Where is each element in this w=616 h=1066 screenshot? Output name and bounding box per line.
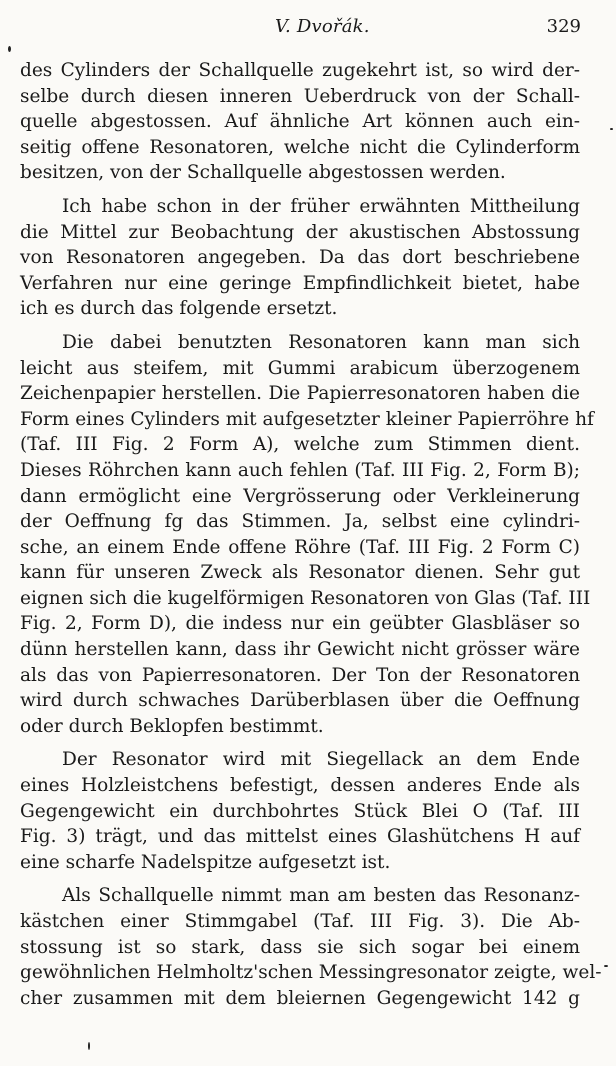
text-line: gewöhnlichen Helmholtz'schen Messingresonator zeigte, wel- [20, 962, 602, 984]
paragraph-2 [20, 194, 580, 322]
text-line: kann für unseren Zweck als Resonator dienen. Sehr gut [20, 562, 580, 584]
text-line: kästchen einer Stimmgabel (Taf. III Fig. 3). Die Ab- [20, 911, 580, 932]
text-line: von Resonatoren angegeben. Da das dort beschriebene [20, 247, 580, 269]
scan-speck [88, 1042, 90, 1050]
text-line: sche, an einem Ende offene Röhre (Taf. III Fig. 2 Form C) [20, 536, 580, 558]
text-line: Form eines Cylinders mit aufgesetzter kleiner Papierröhre hf [20, 408, 594, 430]
text-line: cher zusammen mit dem bleiernen Gegengewicht 142 g [20, 987, 580, 1009]
text-line: selbe durch diesen inneren Ueberdruck von der Schall- [20, 85, 580, 107]
text-line: eine scharfe Nadelspitze aufgesetzt ist. [20, 851, 391, 873]
text-line: Als Schallquelle nimmt man am besten das Resonanz- [62, 885, 580, 907]
paragraph-5 [20, 883, 602, 1011]
text-line: Dieses Röhrchen kann auch fehlen (Taf. III Fig. 2, Form B); [20, 459, 580, 481]
paragraph-4 [20, 747, 580, 875]
text-line: als das von Papierresonatoren. Der Ton der Resonatoren [20, 664, 580, 686]
text-line: des Cylinders der Schallquelle zugekehrt ist, so wird der- [20, 60, 580, 81]
text-line: die Mittel zur Beobachtung der akustischen Abstossung [20, 221, 580, 243]
text-line: Zeichenpapier herstellen. Die Papierresonatoren haben die [20, 383, 580, 405]
text-line: leicht aus steifem, mit Gummi arabicum überzogenem [20, 357, 580, 379]
paragraph-3 [20, 330, 594, 740]
text-line: dann ermöglicht eine Vergrösserung oder Verkleinerung [20, 485, 580, 507]
text-line: Fig. 3) trägt, und das mittelst eines Glashütchens H auf [20, 826, 580, 848]
scan-speck [8, 46, 11, 52]
body-text [20, 58, 602, 1011]
scan-speck [604, 965, 608, 967]
text-line: besitzen, von der Schallquelle abgestossen werden. [20, 162, 506, 184]
text-line: Gegengewicht ein durchbohrtes Stück Blei O (Taf. III [20, 800, 580, 822]
text-line: seitig offene Resonatoren, welche nicht die Cylinderform [20, 136, 580, 158]
text-line: ich es durch das folgende ersetzt. [20, 298, 338, 320]
text-line: quelle abgestossen. Auf ähnliche Art können auch ein- [20, 111, 580, 133]
running-head: V. Dvořák. [275, 16, 370, 37]
text-line: Der Resonator wird mit Siegellack an dem Ende [62, 749, 580, 771]
text-line: eines Holzleistchens befestigt, dessen anderes Ende als [20, 775, 580, 797]
text-line: stossung ist so stark, dass sie sich sogar bei einem [20, 936, 580, 958]
text-line: oder durch Beklopfen bestimmt. [20, 715, 324, 737]
text-line: Ich habe schon in der früher erwähnten Mittheilung [62, 195, 580, 217]
scan-speck [610, 128, 613, 130]
paragraph-1 [20, 58, 580, 186]
text-line: Fig. 2, Form D), die indess nur ein geübter Glasbläser so [20, 613, 580, 635]
text-line: der Oeffnung fg das Stimmen. Ja, selbst eine cylindri- [20, 511, 580, 533]
text-line: eignen sich die kugelförmigen Resonatoren von Glas (Taf. III [20, 587, 591, 609]
text-line: (Taf. III Fig. 2 Form A), welche zum Stimmen dient. [20, 434, 580, 456]
page-number: 329 [546, 16, 581, 37]
page-header [20, 16, 581, 44]
text-line: wird durch schwaches Darüberblasen über die Oeffnung [20, 690, 580, 712]
text-line: Verfahren nur eine geringe Empfindlichkeit bietet, habe [20, 272, 580, 294]
text-line: Die dabei benutzten Resonatoren kann man sich [62, 331, 580, 353]
text-line: dünn herstellen kann, dass ihr Gewicht nicht grösser wäre [20, 639, 580, 661]
